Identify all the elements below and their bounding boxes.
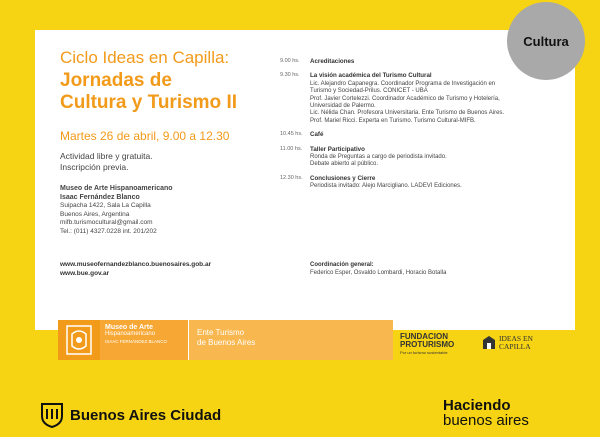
schedule-detail: Prof. Mariel Ricci. Experta en Turismo. Turismo Cultural-MIFB.	[310, 117, 476, 124]
city-shield-icon	[40, 402, 64, 428]
free-line: Actividad libre y gratuita.	[60, 151, 153, 161]
haciendo-buenos-aires-slogan	[443, 398, 529, 428]
event-info	[60, 48, 275, 236]
museo-line1: Museo de Arte	[105, 324, 153, 331]
schedule-detail: Lic. Alejandro Capanegra. Coordinador Programa de Investigación en	[310, 80, 496, 87]
ideas-line1: IDEAS EN	[499, 334, 533, 343]
ideas-en-capilla-logo	[482, 335, 533, 351]
venue-name-2: Isaac Fernández Blanco	[60, 193, 140, 201]
schedule-detail: Prof. Javier Cortelezzi. Coordinador Académico de Turismo y Hotelería,	[310, 95, 500, 102]
schedule-heading: Taller Participativo	[310, 145, 365, 153]
museo-line2: Hispanoamericano	[105, 331, 156, 337]
ideas-line2: CAPILLA	[499, 342, 531, 351]
event-title	[60, 70, 275, 114]
museo-line3: ISAAC FERNÁNDEZ BLANCO	[105, 339, 168, 344]
schedule-row	[280, 131, 550, 139]
event-title-line2: Cultura y Turismo II	[60, 92, 238, 113]
venue-name: Museo de Arte Hispanoamericano	[60, 185, 173, 192]
schedule-detail: Universidad de Palermo.	[310, 103, 376, 110]
bue-url[interactable]: www.bue.gov.ar	[60, 270, 110, 277]
slogan-top: Haciendo	[443, 397, 511, 414]
museum-url[interactable]: www.museofernandezblanco.buenosaires.gob.ar	[60, 261, 212, 268]
schedule-heading: Acreditaciones	[310, 58, 355, 65]
schedule-time: 12.30 hs.	[280, 174, 303, 181]
fund-sub: Por un turismo sustentable	[400, 350, 448, 355]
url-block	[60, 260, 211, 278]
schedule-time: 11.00 hs.	[280, 145, 303, 152]
series-title: Ciclo Ideas en Capilla:	[60, 48, 230, 67]
coordination-names: Federico Esper, Osvaldo Lombardi, Horacio Botalla	[310, 269, 447, 276]
free-activity	[60, 151, 275, 173]
schedule-row	[280, 146, 550, 169]
slogan-bottom: buenos aires	[443, 412, 529, 429]
museo-crest-icon	[58, 320, 100, 360]
schedule-row	[280, 72, 550, 125]
cultura-badge-label: Cultura	[523, 33, 569, 49]
venue-block	[60, 185, 275, 236]
buenos-aires-ciudad-logo	[40, 402, 221, 428]
venue-email[interactable]: mifb.turismocultural@gmail.com	[60, 219, 153, 226]
schedule-row	[280, 175, 550, 191]
event-title-line1: Jornadas de	[60, 70, 172, 91]
schedule-time: 9.00 hs.	[280, 58, 300, 64]
schedule	[280, 58, 550, 197]
logo-band	[58, 320, 393, 360]
schedule-detail: Debate abierto al público.	[310, 161, 379, 168]
event-date: Martes 26 de abril, 9.00 a 12.30	[60, 129, 230, 143]
ente-turismo-logo	[188, 320, 393, 360]
schedule-detail: Ronda de Preguntas a cargo de periodista invitado.	[310, 154, 447, 161]
fundacion-proturismo-logo	[400, 333, 454, 357]
ente-line2: de Buenos Aires	[197, 338, 256, 347]
venue-city: Buenos Aires, Argentina	[60, 210, 130, 218]
schedule-heading: Café	[310, 131, 324, 139]
schedule-time: 10.45 hs.	[280, 131, 303, 138]
coordination-head: Coordinación general:	[310, 262, 374, 268]
schedule-time: 9.30 hs.	[280, 72, 300, 79]
schedule-row	[280, 58, 550, 66]
venue-address: Suipacha 1422, Sala La Capilla	[60, 202, 151, 209]
crest-icon	[64, 324, 94, 356]
schedule-detail: Lic. Nélida Chan. Profesora Universitaria. Ente Turismo de Buenos Aires.	[310, 110, 505, 117]
registration-line: Inscripción previa.	[60, 162, 129, 172]
schedule-heading: La visión académica del Turismo Cultural	[310, 72, 432, 80]
schedule-heading: Conclusiones y Cierre	[310, 174, 376, 182]
schedule-detail: Periodista invitado: Alejo Marcigliano. LADEVI Ediciones.	[310, 183, 462, 190]
capilla-icon	[482, 336, 496, 350]
schedule-detail: Turismo y Sociedad-Prilus. CONICET - UBA	[310, 88, 428, 95]
museo-logo-text	[100, 320, 188, 360]
fund-line2: PROTURISMO	[400, 340, 455, 349]
coordination	[310, 262, 446, 277]
venue-phone: Tel.: (011) 4327.0228 int. 201/202	[60, 227, 157, 235]
ente-line1: Ente Turismo	[197, 328, 245, 337]
fund-line1: FUNDACION	[400, 332, 448, 341]
city-name: Buenos Aires Ciudad	[70, 406, 222, 424]
